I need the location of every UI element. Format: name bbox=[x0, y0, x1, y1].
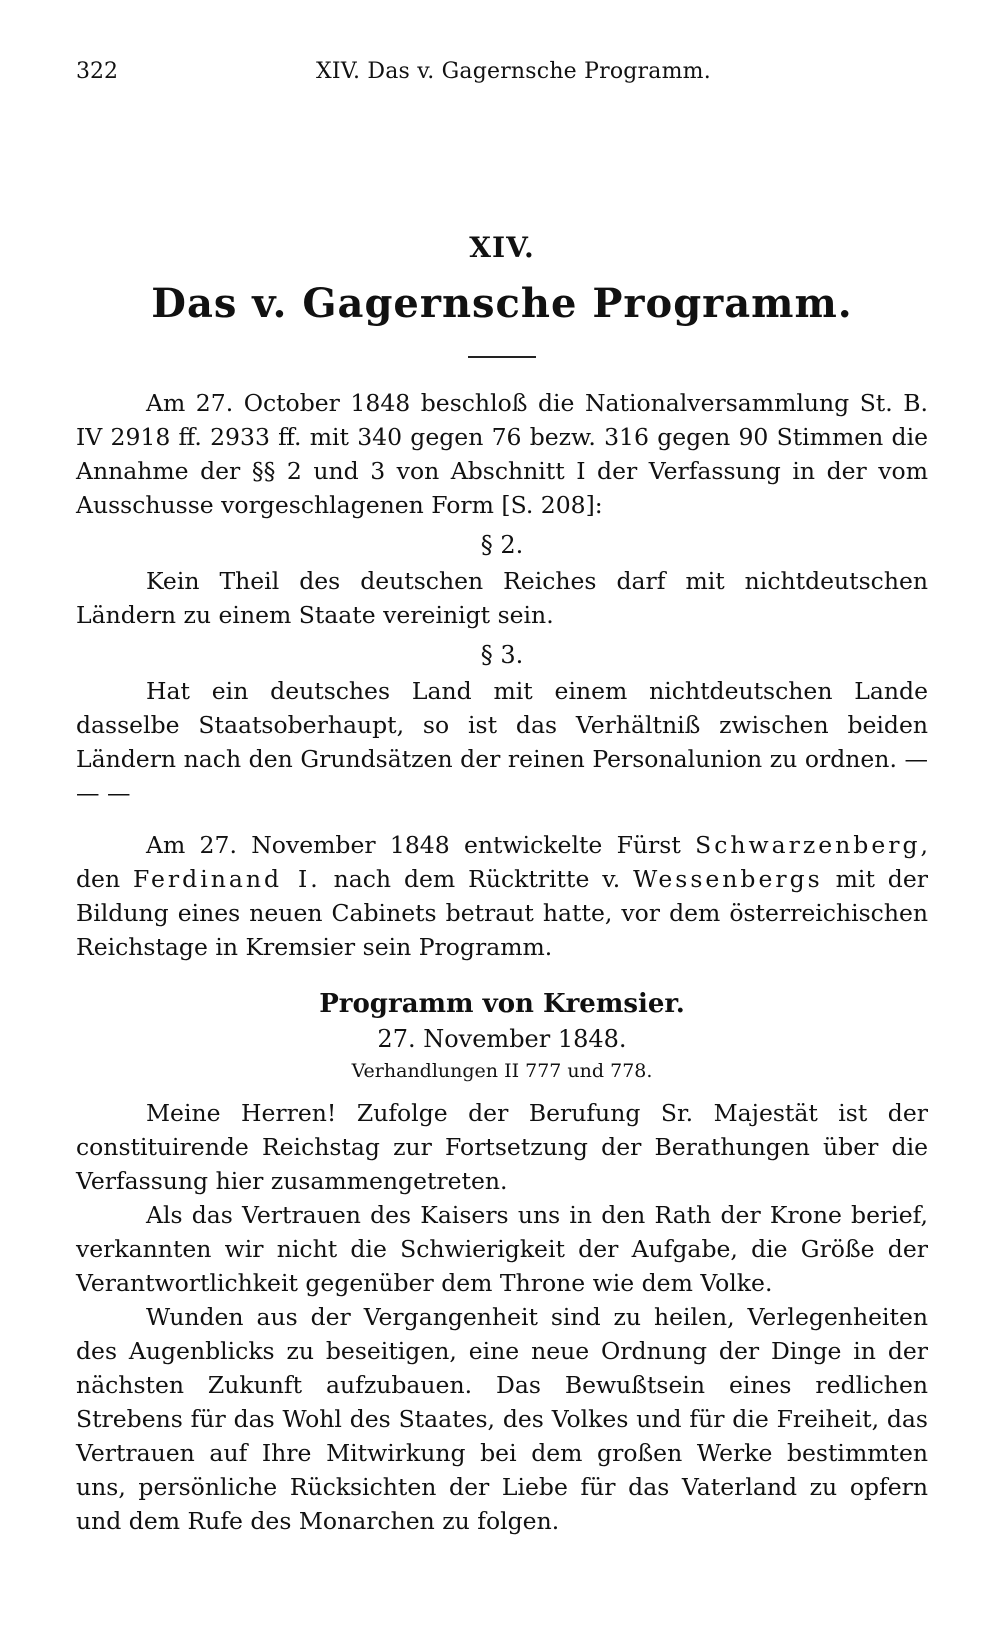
intro-paragraph: Am 27. October 1848 beschloß die Nationalversammlung St. B. IV 2918 ff. 2933 ff. mit 340 gegen 76 bezw. 316 gegen 90 Stimmen die Annahme der §§ 2 und 3 von Abschnitt I der Verfassung in der vom Ausschusse vorgeschlagenen Form [S. 208]: bbox=[76, 389, 928, 519]
program-title: Programm von Kremsier. bbox=[319, 989, 685, 1019]
person-name: Ferdinand I. bbox=[133, 865, 321, 893]
section-text-2: Kein Theil des deutschen Reiches darf mit nichtdeutschen Ländern zu einem Staate vereinigt sein. bbox=[76, 567, 928, 629]
chapter-number: XIV. bbox=[469, 231, 535, 264]
narrative-text: nach dem Rücktritte v. bbox=[320, 865, 634, 893]
program-source: Verhandlungen II 777 und 778. bbox=[351, 1060, 653, 1082]
chapter-title: Das v. Gagernsche Programm. bbox=[151, 280, 853, 327]
page-number: 322 bbox=[76, 59, 118, 84]
running-title: XIV. Das v. Gagernsche Programm. bbox=[316, 59, 711, 84]
body-paragraph: Wunden aus der Vergangenheit sind zu heilen, Verlegenheiten des Augenblicks zu beseitigen, eine neue Ordnung der Dinge in der nächsten Zukunft aufzubauen. Das Bewußtsein eines redlichen Strebens für das Wohl des Staates, des Volkes und für die Freiheit, das Vertrauen auf Ihre Mitwirkung bei dem großen Werke bestimmten uns, persönliche Rücksichten der Liebe für das Vaterland zu opfern und dem Rufe des Monarchen zu folgen. bbox=[76, 1303, 928, 1535]
program-date: 27. November 1848. bbox=[377, 1025, 627, 1053]
section-label-3: § 3. bbox=[480, 641, 524, 669]
person-name: Wessenbergs bbox=[633, 865, 823, 893]
narrative-paragraph bbox=[76, 828, 928, 964]
narrative-text: Am 27. November 1848 entwickelte Fürst bbox=[146, 831, 696, 859]
title-divider bbox=[468, 356, 536, 358]
section-label-2: § 2. bbox=[480, 531, 524, 559]
body-paragraph: Als das Vertrauen des Kaisers uns in den Rath der Krone berief, verkannten wir nicht die Schwierigkeit der Aufgabe, die Größe der Verantwortlichkeit gegenüber dem Throne wie dem Volke. bbox=[76, 1201, 928, 1297]
book-page bbox=[76, 50, 928, 1538]
person-name: Schwarzenberg bbox=[695, 831, 921, 859]
section-text-3: Hat ein deutsches Land mit einem nichtdeutschen Lande dasselbe Staatsoberhaupt, so ist das Verhältniß zwischen beiden Ländern nach den Grundsätzen der reinen Personalunion zu ordnen. — — — bbox=[76, 677, 928, 807]
narrative-text: , den bbox=[76, 831, 928, 893]
body-paragraph: Meine Herren! Zufolge der Berufung Sr. Majestät ist der constituirende Reichstag zur Fortsetzung der Berathungen über die Verfassung hier zusammengetreten. bbox=[76, 1099, 928, 1195]
narrative-text: mit der Bildung eines neuen Cabinets betraut hatte, vor dem österreichischen Reichstage in Kremsier sein Programm. bbox=[76, 865, 928, 961]
running-header bbox=[76, 50, 928, 94]
